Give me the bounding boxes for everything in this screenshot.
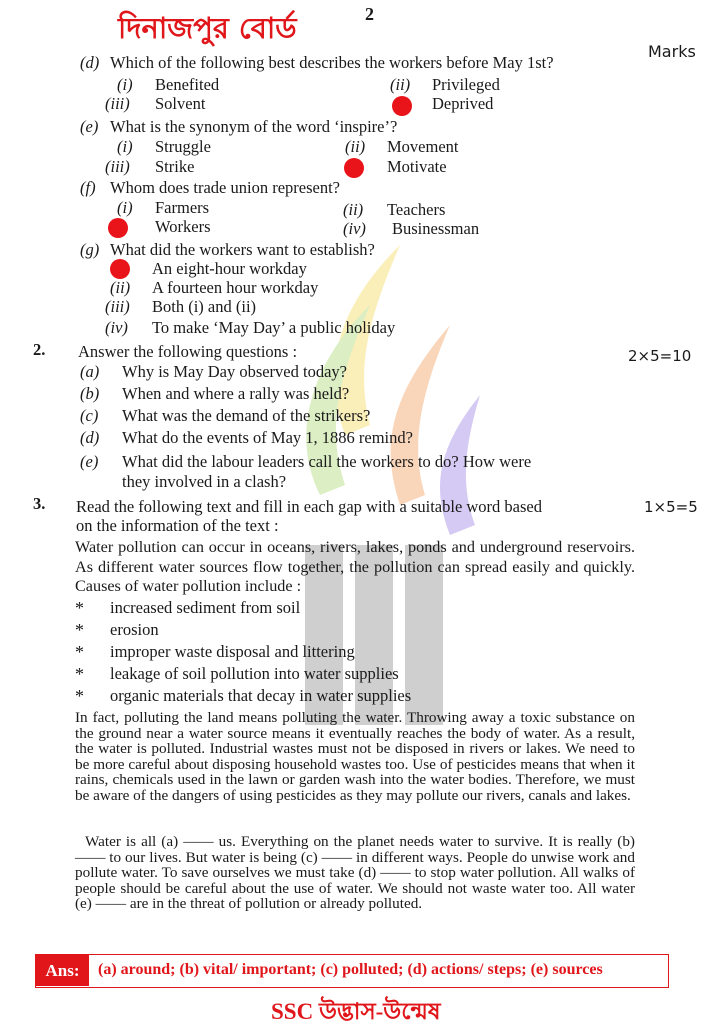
q1g-opt2: A fourteen hour workday: [152, 278, 319, 297]
q1e-text: What is the synonym of the word ‘inspire’?: [110, 117, 398, 136]
q1e-opt2: Movement: [387, 137, 459, 156]
q2a-text: Why is May Day observed today?: [122, 362, 347, 381]
q1f-opt1: Farmers: [155, 198, 210, 217]
q1g-opt3: Both (i) and (ii): [152, 297, 257, 316]
bullet-icon: *: [75, 642, 84, 662]
q1d-opt1: Benefited: [155, 75, 220, 94]
answer-mark-icon: [392, 96, 412, 116]
bullet-icon: *: [75, 686, 84, 706]
q1f-opt2-num: (ii): [343, 200, 364, 219]
q2b-text: When and where a rally was held?: [122, 384, 350, 403]
q3-gap-passage: Water is all (a) —— us. Everything on the planet needs water to survive. It is really (b) —— to our lives. But water is being (c) —— in different ways. People do unwise work and pollute water. To save ourselves we must take (d) —— to stop water pollution. All walks of people should be careful about the use of water. We should not waste water too. All water (e) —— are in the threat of pollution or already polluted.: [75, 833, 635, 913]
q3-marks: 1×5=5: [644, 498, 698, 516]
q1f-opt3: Workers: [155, 217, 211, 236]
q3-bullet-5: organic materials that decay in water supplies: [110, 686, 412, 705]
q2-number: 2.: [33, 340, 46, 359]
answer-label: Ans:: [36, 955, 89, 986]
q1f-text: Whom does trade union represent?: [110, 178, 341, 197]
bullet-icon: *: [75, 598, 84, 618]
q1e-opt3-num: (iii): [105, 157, 130, 176]
q1d-opt2: Privileged: [432, 75, 500, 94]
answer-mark-icon: [108, 218, 128, 238]
q3-bullet-3: improper waste disposal and littering: [110, 642, 355, 661]
q1g-opt2-num: (ii): [110, 278, 131, 297]
q2e-text: What did the labour leaders call the workers to do? How were: [122, 452, 532, 471]
q1f-opt2: Teachers: [387, 200, 446, 219]
q2d-text: What do the events of May 1, 1886 remind?: [122, 428, 413, 447]
q1e-opt1: Struggle: [155, 137, 211, 156]
q1d-opt1-num: (i): [117, 75, 133, 94]
q1f-opt4-num: (iv): [343, 219, 366, 238]
q1d-opt4: Deprived: [432, 94, 494, 113]
q2c-num: (c): [80, 406, 99, 425]
q3-bullet-2: erosion: [110, 620, 159, 639]
q2a-num: (a): [80, 362, 100, 381]
q1e-opt3: Strike: [155, 157, 195, 176]
q1g-opt4: To make ‘May Day’ a public holiday: [152, 318, 396, 337]
q3-title-line1: Read the following text and fill in each gap with a suitable word based: [76, 497, 542, 516]
q1d-text: Which of the following best describes the workers before May 1st?: [110, 53, 554, 72]
q1e-opt2-num: (ii): [345, 137, 366, 156]
q1d-opt2-num: (ii): [390, 75, 411, 94]
answer-box: [35, 954, 669, 988]
q1e-number: (e): [80, 117, 99, 136]
q3-bullet-1: increased sediment from soil: [110, 598, 301, 617]
q3-bullet-4: leakage of soil pollution into water supplies: [110, 664, 399, 683]
q3-passage: In fact, polluting the land means polluting the water. Throwing away a toxic substance on the ground near a water source means it eventually reaches the body of water. As a result, the water is polluted. Industrial wastes must not be disposed in rivers or lakes. We need to be more careful about disposing household wastes too. Use of pesticides means that when it rains, chemicals used in the lawn or garden wash into the water bodies. Therefore, we must be aware of the dangers of using pesticides as they may pollute our rivers, canals and lakes.: [75, 709, 635, 804]
q1f-opt1-num: (i): [117, 198, 133, 217]
q2d-num: (d): [80, 428, 100, 447]
q1e-opt1-num: (i): [117, 137, 133, 156]
answer-mark-icon: [344, 158, 364, 178]
q2b-num: (b): [80, 384, 100, 403]
marks-header: Marks: [648, 42, 696, 61]
q2e-text-cont: they involved in a clash?: [122, 472, 287, 491]
q1d-number: (d): [80, 53, 100, 72]
q2c-text: What was the demand of the strikers?: [122, 406, 371, 425]
q1e-opt4: Motivate: [387, 157, 447, 176]
q1f-number: (f): [80, 178, 96, 197]
answer-text: (a) around; (b) vital/ important; (c) polluted; (d) actions/ steps; (e) sources: [98, 961, 603, 978]
q3-intro: Water pollution can occur in oceans, rivers, lakes, ponds and underground reservoirs. As different water sources flow together, the pollution can spread easily and quickly. Causes of water pollution include :: [75, 538, 635, 595]
q2-title: Answer the following questions :: [78, 342, 298, 361]
bullet-icon: *: [75, 620, 84, 640]
board-title: দিনাজপুর বোর্ড: [118, 11, 297, 45]
q1d-opt3: Solvent: [155, 94, 206, 113]
q2-marks: 2×5=10: [628, 347, 692, 365]
answer-mark-icon: [110, 259, 130, 279]
q1d-opt3-num: (iii): [105, 94, 130, 113]
bullet-icon: *: [75, 664, 84, 684]
q1g-opt1: An eight-hour workday: [152, 259, 307, 278]
q1g-opt4-num: (iv): [105, 318, 128, 337]
q1g-number: (g): [80, 240, 100, 259]
q3-number: 3.: [33, 494, 46, 513]
q1f-opt4: Businessman: [392, 219, 480, 238]
q1g-text: What did the workers want to establish?: [110, 240, 375, 259]
q2e-num: (e): [80, 452, 99, 471]
footer-brand: SSC উদ্ভাস-উন্মেষ: [271, 999, 441, 1024]
q3-title-line2: on the information of the text :: [76, 516, 279, 535]
q1g-opt3-num: (iii): [105, 297, 130, 316]
page-number: 2: [365, 4, 374, 24]
